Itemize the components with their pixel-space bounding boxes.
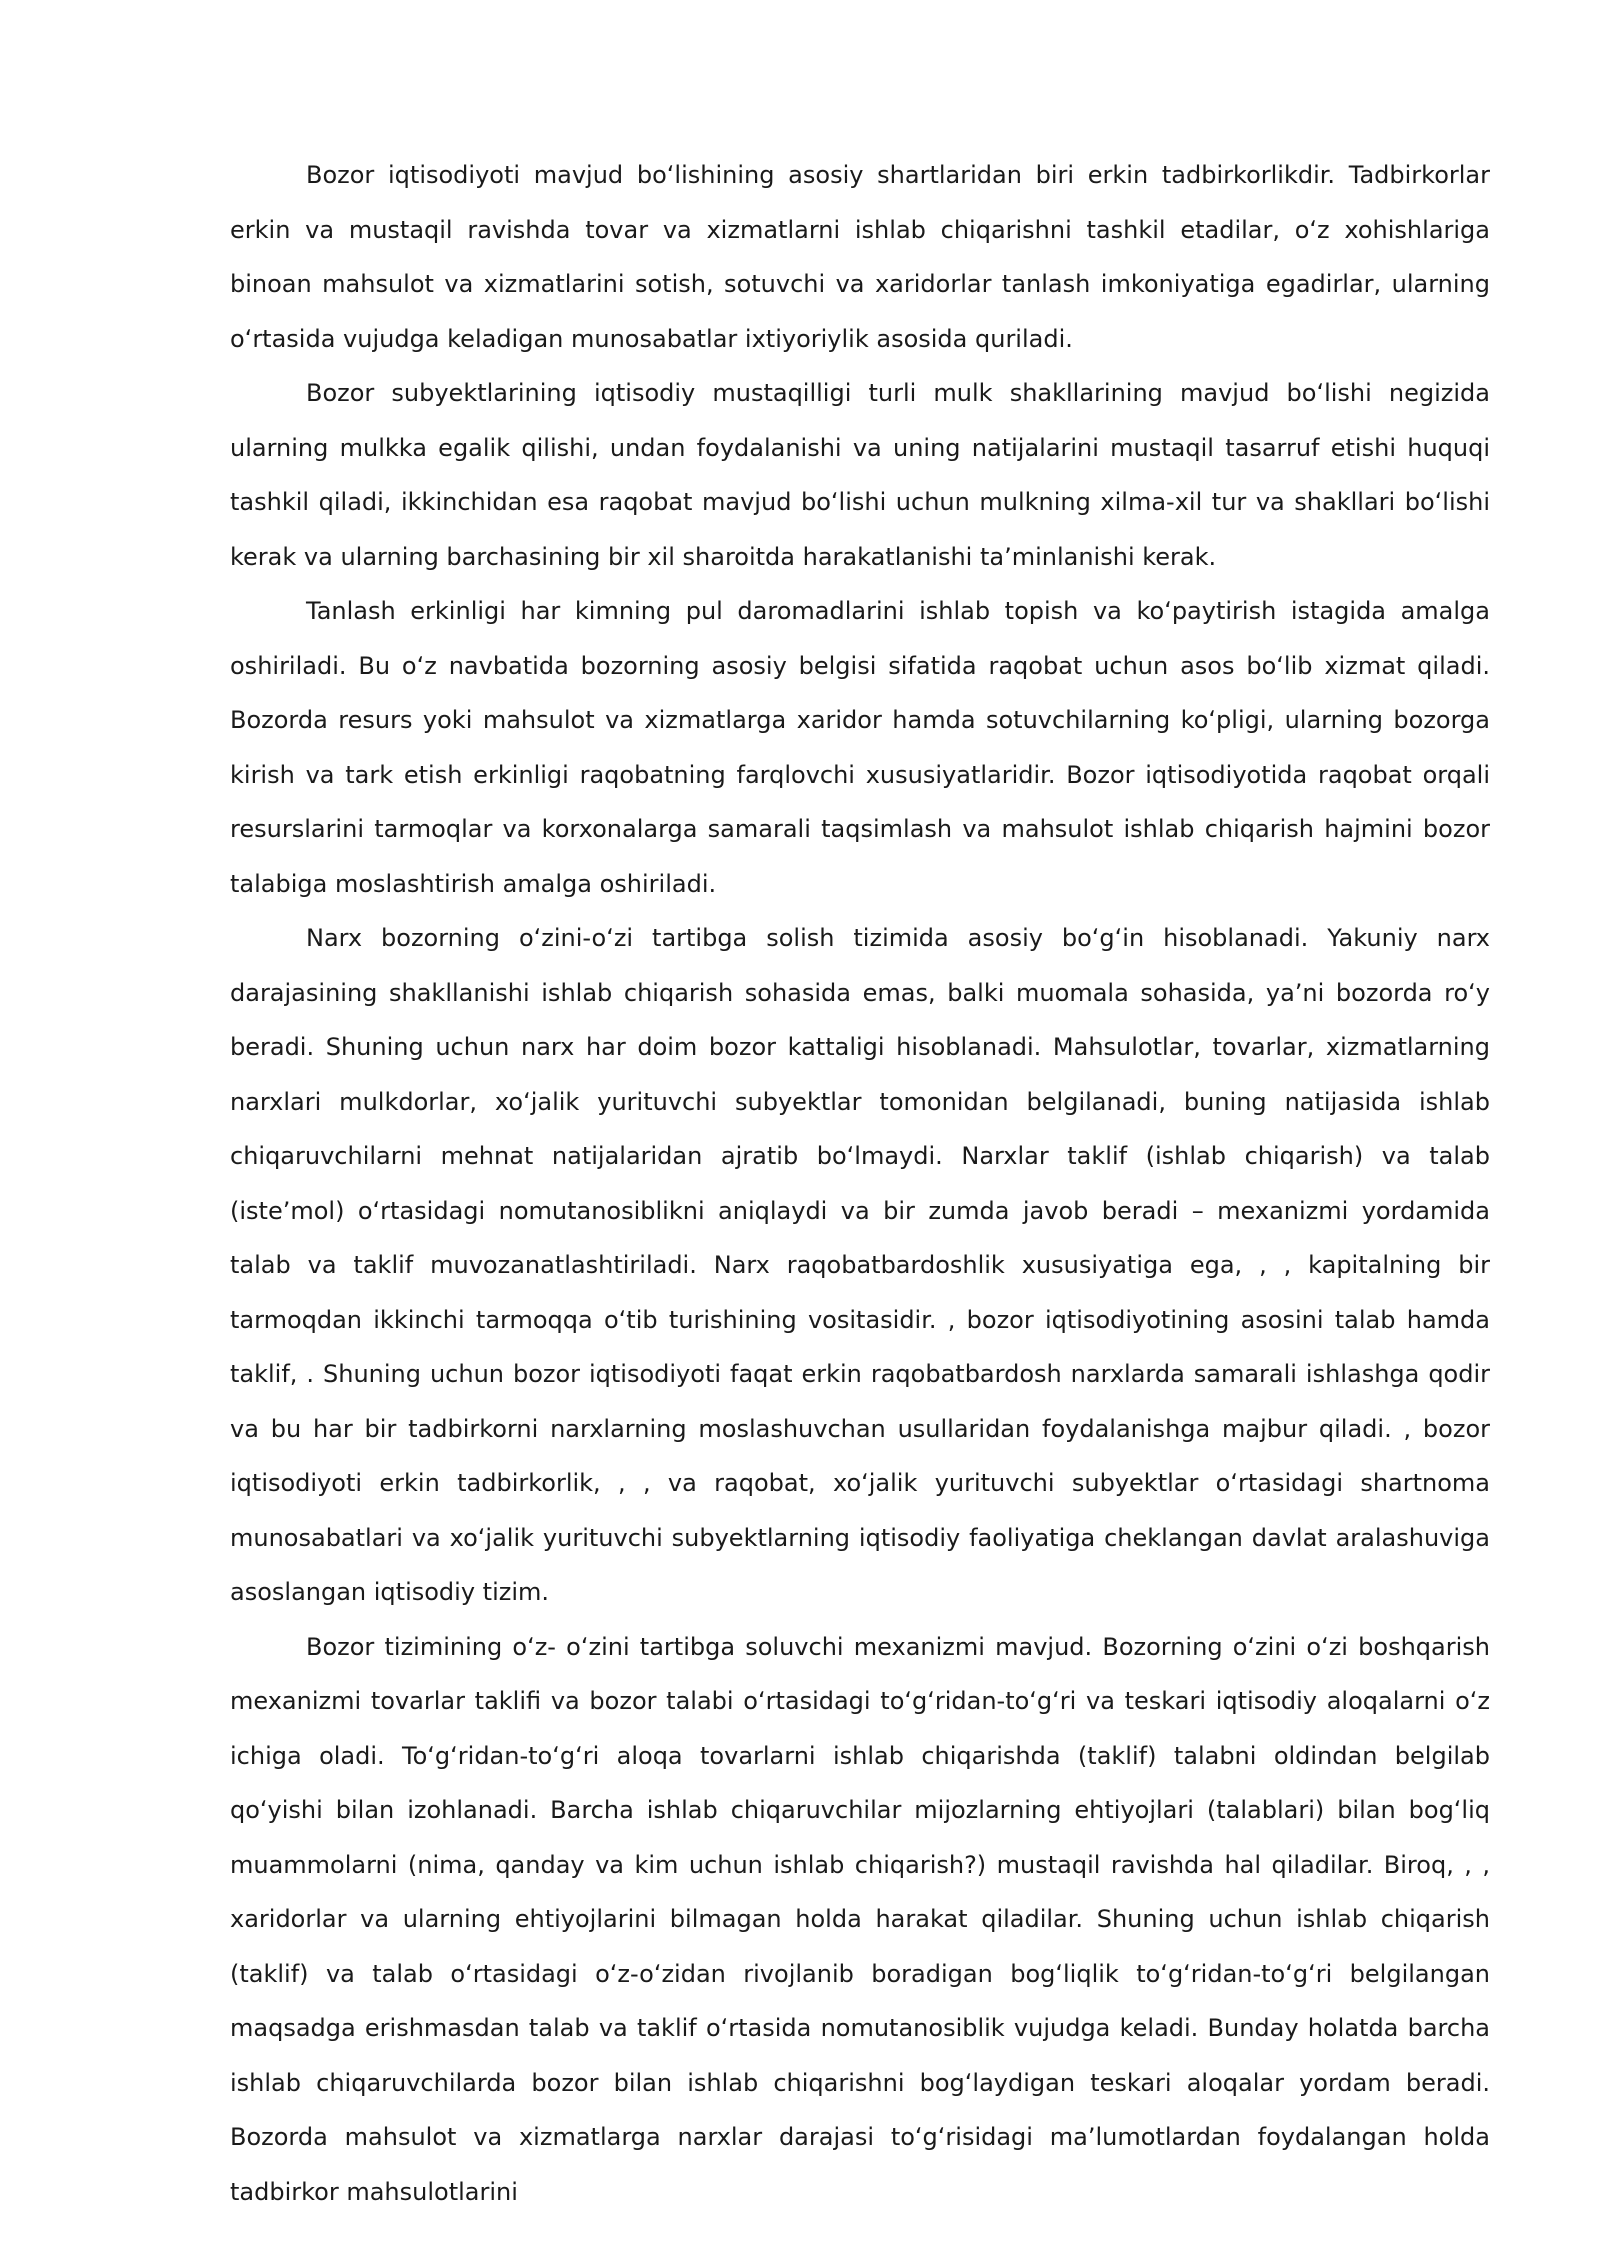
document-body — [230, 148, 1490, 2219]
paragraph-4: Narx bozorning oʻzini-oʻzi tartibga solish tizimida asosiy boʻgʻin hisoblanadi. Yakuniy narx darajasining shakllanishi ishlab chiqarish sohasida emas, balki muomala sohasida, yaʼni bozorda roʻy beradi. Shuning uchun narx har doim bozor kattaligi hisoblanadi. Mahsulotlar, tovarlar, xizmatlarning narxlari mulkdorlar, xoʻjalik yurituvchi subyektlar tomonidan belgilanadi, buning natijasida ishlab chiqaruvchilarni mehnat natijalaridan ajratib boʻlmaydi. Narxlar taklif (ishlab chiqarish) va talab (isteʼmol) oʻrtasidagi nomutanosiblikni aniqlaydi va bir zumda javob beradi – mexanizmi yordamida talab va taklif muvozanatlashtiriladi. Narx raqobatbardoshlik xususiyatiga ega, , , kapitalning bir tarmoqdan ikkinchi tarmoqqa oʻtib turishining vositasidir. , bozor iqtisodiyotining asosini talab hamda taklif, . Shuning uchun bozor iqtisodiyoti faqat erkin raqobatbardosh narxlarda samarali ishlashga qodir va bu har bir tadbirkorni narxlarning moslashuvchan usullaridan foydalanishga majbur qiladi. , bozor iqtisodiyoti erkin tadbirkorlik, , , va raqobat, xoʻjalik yurituvchi subyektlar oʻrtasidagi shartnoma munosabatlari va xoʻjalik yurituvchi subyektlarning iqtisodiy faoliyatiga cheklangan davlat aralashuviga asoslangan iqtisodiy tizim. — [230, 924, 1490, 1606]
paragraph-3: Tanlash erkinligi har kimning pul daromadlarini ishlab topish va koʻpaytirish istagida amalga oshiriladi. Bu oʻz navbatida bozorning asosiy belgisi sifatida raqobat uchun asos boʻlib xizmat qiladi. Bozorda resurs yoki mahsulot va xizmatlarga xaridor hamda sotuvchilarning koʻpligi, ularning bozorga kirish va tark etish erkinligi raqobatning farqlovchi xususiyatlaridir. Bozor iqtisodiyotida raqobat orqali resurslarini tarmoqlar va korxonalarga samarali taqsimlash va mahsulot ishlab chiqarish hajmini bozor talabiga moslashtirish amalga oshiriladi. — [230, 597, 1490, 898]
paragraph-1: Bozor iqtisodiyoti mavjud boʻlishining asosiy shartlaridan biri erkin tadbirkorlikdir. Tadbirkorlar erkin va mustaqil ravishda tovar va xizmatlarni ishlab chiqarishni tashkil etadilar, oʻz xohishlariga binoan mahsulot va xizmatlarini sotish, sotuvchi va xaridorlar tanlash imkoniyatiga egadirlar, ularning oʻrtasida vujudga keladigan munosabatlar ixtiyoriylik asosida quriladi. — [230, 161, 1490, 353]
paragraph-2: Bozor subyektlarining iqtisodiy mustaqilligi turli mulk shakllarining mavjud boʻlishi negizida ularning mulkka egalik qilishi, undan foydalanishi va uning natijalarini mustaqil tasarruf etishi huquqi tashkil qiladi, ikkinchidan esa raqobat mavjud boʻlishi uchun mulkning xilma-xil tur va shakllari boʻlishi kerak va ularning barchasining bir xil sharoitda harakatlanishi taʼminlanishi kerak. — [230, 379, 1490, 571]
paragraph-5: Bozor tizimining oʻz- oʻzini tartibga soluvchi mexanizmi mavjud. Bozorning oʻzini oʻzi boshqarish mexanizmi tovarlar taklifi va bozor talabi oʻrtasidagi toʻgʻridan-toʻgʻri va teskari iqtisodiy aloqalarni oʻz ichiga oladi. Toʻgʻridan-toʻgʻri aloqa tovarlarni ishlab chiqarishda (taklif) talabni oldindan belgilab qoʻyishi bilan izohlanadi. Barcha ishlab chiqaruvchilar mijozlarning ehtiyojlari (talablari) bilan bogʻliq muammolarni (nima, qanday va kim uchun ishlab chiqarish?) mustaqil ravishda hal qiladilar. Biroq, , , xaridorlar va ularning ehtiyojlarini bilmagan holda harakat qiladilar. Shuning uchun ishlab chiqarish (taklif) va talab oʻrtasidagi oʻz-oʻzidan rivojlanib boradigan bogʻliqlik toʻgʻridan-toʻgʻri belgilangan maqsadga erishmasdan talab va taklif oʻrtasida nomutanosiblik vujudga keladi. Bunday holatda barcha ishlab chiqaruvchilarda bozor bilan ishlab chiqarishni bogʻlaydigan teskari aloqalar yordam beradi. Bozorda mahsulot va xizmatlarga narxlar darajasi toʻgʻrisidagi maʼlumotlardan foydalangan holda tadbirkor mahsulotlarini — [230, 1632, 1490, 2206]
